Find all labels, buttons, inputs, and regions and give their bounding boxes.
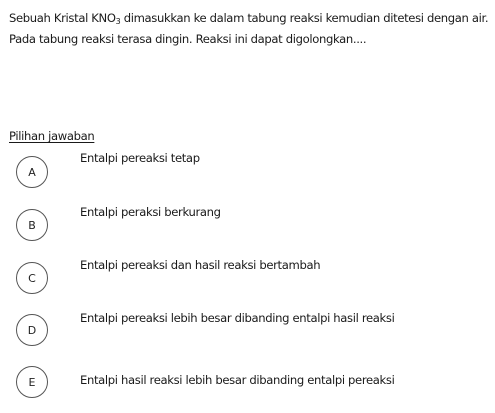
answer-option-d[interactable]	[16, 313, 486, 353]
answer-option-b[interactable]	[16, 207, 486, 247]
answer-option-e[interactable]	[16, 366, 486, 406]
option-label[interactable]: Entalpi pereaksi dan hasil reaksi bertambah	[80, 258, 321, 272]
option-letter-badge[interactable]: B	[16, 209, 48, 241]
option-letter-badge[interactable]: A	[16, 156, 48, 188]
question-subscript: 3	[115, 17, 121, 26]
question-text-end: dimasukkan ke dalam tabung reaksi kemudian ditetesi dengan air. Pada tabung reaksi terasa dingin. Reaksi ini dapat digolongkan....	[9, 11, 489, 46]
option-label[interactable]: Entalpi pereaksi lebih besar dibanding entalpi hasil reaksi	[80, 311, 395, 325]
question-text-start: Sebuah Kristal KNO	[9, 11, 116, 25]
answer-option-a[interactable]	[16, 153, 486, 193]
option-label[interactable]: Entalpi hasil reaksi lebih besar dibanding entalpi pereaksi	[80, 373, 395, 387]
option-label[interactable]: Entalpi pereaksi tetap	[80, 151, 200, 165]
question-text	[9, 8, 493, 50]
option-label[interactable]: Entalpi peraksi berkurang	[80, 205, 221, 219]
options-title: Pilihan jawaban	[9, 129, 95, 143]
option-letter-badge[interactable]: E	[16, 366, 48, 398]
option-letter-badge[interactable]: D	[16, 314, 48, 346]
option-letter-badge[interactable]: C	[16, 262, 48, 294]
answer-option-c[interactable]	[16, 260, 486, 300]
